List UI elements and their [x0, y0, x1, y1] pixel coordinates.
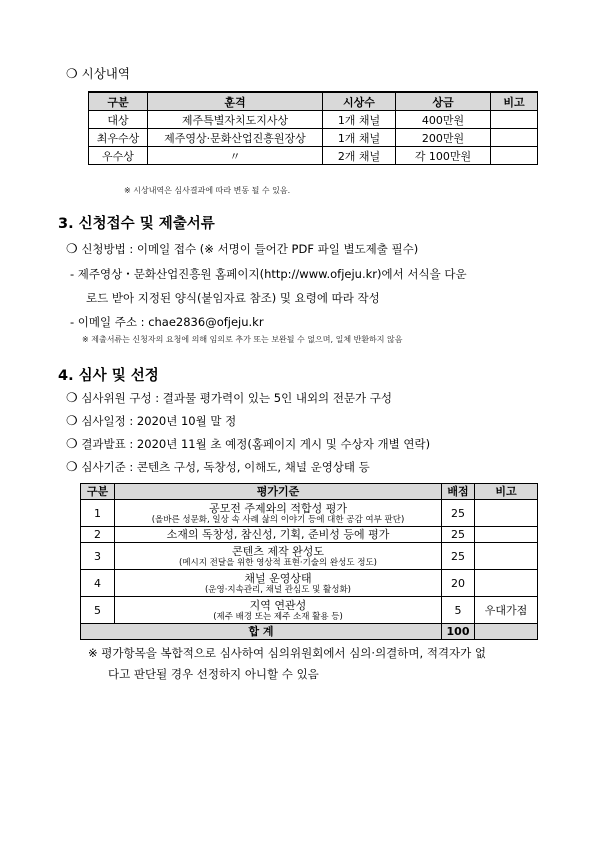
table-cell: 각 100만원 — [396, 147, 491, 165]
total-score: 100 — [442, 624, 475, 640]
table-cell: 1개 채널 — [323, 111, 396, 129]
table-total-row — [81, 624, 538, 640]
table-header: 상금 — [396, 92, 491, 111]
criteria-main: 지역 연관성 — [249, 598, 307, 612]
circle-bullet-icon: ❍ — [66, 437, 78, 452]
table-cell — [115, 570, 442, 597]
section3-title: 3. 신청접수 및 제출서류 — [58, 216, 215, 232]
section4-title: 4. 심사 및 선정 — [58, 368, 159, 384]
table-cell — [115, 543, 442, 570]
section4-item — [66, 390, 392, 406]
method-text: 신청방법 : 이메일 접수 (※ 서명이 들어간 PDF 파일 별도제출 필수) — [81, 242, 419, 256]
table-cell: 〃 — [148, 147, 323, 165]
table-cell — [115, 597, 442, 624]
table-cell — [491, 147, 538, 165]
table-cell — [475, 570, 538, 597]
section3-method — [66, 241, 418, 257]
table-row — [81, 570, 538, 597]
table-header: 훈격 — [148, 92, 323, 111]
table-cell — [475, 624, 538, 640]
table-cell — [491, 111, 538, 129]
awards-heading — [66, 64, 130, 82]
table-header: 평가기준 — [115, 484, 442, 500]
table-cell — [475, 543, 538, 570]
table-cell: 25 — [442, 543, 475, 570]
table-cell: 200만원 — [396, 129, 491, 147]
item-text: 심사위원 구성 : 결과물 평가력이 있는 5인 내외의 전문가 구성 — [81, 391, 393, 405]
criteria-sub: (메시지 전달을 위한 영상적 표현·기술의 완성도 정도) — [179, 557, 377, 568]
section3-homepage-line: - 제주영상・문화산업진흥원 홈페이지(http://www.ofjeju.kr)에서 서식을 다운 — [70, 267, 467, 281]
table-cell — [475, 527, 538, 543]
table-cell: 제주특별자치도지사상 — [148, 111, 323, 129]
circle-bullet-icon: ❍ — [66, 242, 78, 257]
section4-item — [66, 413, 236, 429]
table-row — [89, 129, 538, 147]
criteria-sub: (운영·지속관리, 채널 관심도 및 활성화) — [204, 584, 351, 595]
table-row — [81, 597, 538, 624]
footnote-line1: ※ 평가항목을 복합적으로 심사하여 심의위원회에서 심의·의결하며, 적격자가 없 — [88, 646, 487, 660]
table-cell: 20 — [442, 570, 475, 597]
criteria-table — [80, 483, 538, 640]
circle-bullet-icon: ❍ — [66, 414, 78, 429]
table-cell — [491, 129, 538, 147]
table-cell: 2개 채널 — [323, 147, 396, 165]
table-row — [81, 543, 538, 570]
section3-email-line: - 이메일 주소 : chae2836@ofjeju.kr — [70, 315, 264, 329]
table-cell: 1개 채널 — [323, 129, 396, 147]
item-text: 심사기준 : 콘텐츠 구성, 독창성, 이해도, 채널 운영상태 등 — [81, 460, 370, 474]
table-cell: 5 — [442, 597, 475, 624]
table-header: 비고 — [491, 92, 538, 111]
criteria-sub: (제주 배경 또는 제주 소재 활용 등) — [213, 611, 343, 622]
table-cell: 4 — [81, 570, 115, 597]
table-header: 구분 — [89, 92, 148, 111]
table-cell: 5 — [81, 597, 115, 624]
table-cell: 제주영상·문화산업진흥원장상 — [148, 129, 323, 147]
table-row — [89, 147, 538, 165]
table-row — [81, 527, 538, 543]
section4-item — [66, 436, 430, 452]
table-cell — [475, 500, 538, 527]
table-row — [89, 111, 538, 129]
table-cell: 25 — [442, 500, 475, 527]
item-text: 심사일정 : 2020년 10월 말 정 — [81, 414, 237, 428]
awards-heading-label: 시상내역 — [81, 66, 130, 81]
table-header-row — [81, 484, 538, 500]
table-cell: 우대가점 — [475, 597, 538, 624]
footnote-line2: 다고 판단될 경우 선정하지 아니할 수 있음 — [108, 667, 319, 681]
section3-form-line: 로드 받아 지정된 양식(붙임자료 참조) 및 요령에 따라 작성 — [86, 291, 380, 305]
table-row — [81, 500, 538, 527]
section4-item — [66, 459, 370, 475]
criteria-main: 채널 운영상태 — [244, 571, 312, 585]
table-cell: 최우수상 — [89, 129, 148, 147]
criteria-sub: (올바른 성문화, 일상 속 사례 삶의 이야기 등에 대한 공감 여부 판단) — [151, 514, 405, 525]
circle-bullet-icon: ❍ — [66, 67, 78, 82]
criteria-main: 콘텐츠 제작 완성도 — [231, 544, 324, 558]
table-cell: 25 — [442, 527, 475, 543]
item-text: 결과발표 : 2020년 11월 초 예정(홈페이지 게시 및 수상자 개별 연락) — [81, 437, 431, 451]
table-header: 배점 — [442, 484, 475, 500]
table-cell: 1 — [81, 500, 115, 527]
table-header-row — [89, 92, 538, 111]
criteria-main: 공모전 주제와의 적합성 평가 — [208, 501, 347, 515]
section3-note: ※ 제출서류는 신청자의 요청에 의해 임의로 추가 또는 보완될 수 없으며, 일체 반환하지 않음 — [82, 335, 403, 344]
table-header: 비고 — [475, 484, 538, 500]
awards-note: ※ 시상내역은 심사결과에 따라 변동 될 수 있음. — [124, 186, 291, 195]
table-cell: 대상 — [89, 111, 148, 129]
circle-bullet-icon: ❍ — [66, 391, 78, 406]
circle-bullet-icon: ❍ — [66, 460, 78, 475]
total-label: 합 계 — [81, 624, 442, 640]
table-cell: 우수상 — [89, 147, 148, 165]
table-header: 시상수 — [323, 92, 396, 111]
table-cell: 소재의 독창성, 참신성, 기획, 준비성 등에 평가 — [115, 527, 442, 543]
table-cell — [115, 500, 442, 527]
table-cell: 400만원 — [396, 111, 491, 129]
awards-table — [88, 91, 538, 165]
table-cell: 3 — [81, 543, 115, 570]
table-header: 구분 — [81, 484, 115, 500]
table-cell: 2 — [81, 527, 115, 543]
